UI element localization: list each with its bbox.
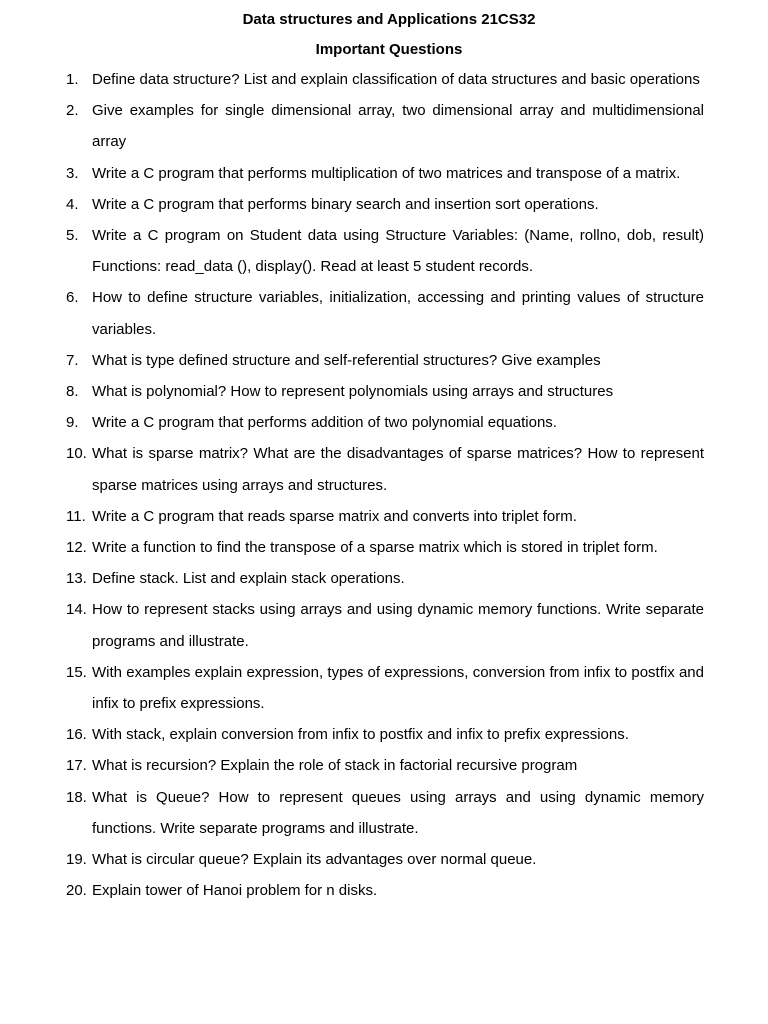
question-text: With examples explain expression, types of expressions, conversion from infix to postfix and infix to prefix expressions. <box>92 663 704 713</box>
question-item <box>66 189 704 220</box>
question-number: 5. <box>66 227 79 245</box>
question-item <box>66 95 704 157</box>
question-text: Explain tower of Hanoi problem for n disks. <box>92 882 378 900</box>
question-number: 4. <box>66 195 79 213</box>
question-item <box>66 345 704 376</box>
question-number: 7. <box>66 351 79 369</box>
question-number: 20. <box>66 882 87 900</box>
question-list <box>66 64 704 906</box>
question-item <box>66 875 704 906</box>
question-text: What is type defined structure and self-referential structures? Give examples <box>92 351 601 369</box>
question-text: What is recursion? Explain the role of stack in factorial recursive program <box>92 757 578 775</box>
question-text: What is sparse matrix? What are the disadvantages of sparse matrices? How to represent sparse matrices using arrays and structures. <box>92 445 704 494</box>
question-text: Write a C program that performs multiplication of two matrices and transpose of a matrix. <box>92 164 681 182</box>
question-text: Define stack. List and explain stack operations. <box>92 570 405 588</box>
question-text: What is Queue? How to represent queues using arrays and using dynamic memory functions. Write separate programs and illustrate. <box>92 788 704 837</box>
question-item <box>66 594 704 656</box>
question-item <box>66 501 704 532</box>
question-text: Write a C program on Student data using Structure Variables: (Name, rollno, dob, result) Functions: read_data (), display(). Read at least 5 student records. <box>92 227 704 276</box>
question-text: How to define structure variables, initialization, accessing and printing values of structure variables. <box>92 289 704 338</box>
question-item <box>66 64 704 95</box>
question-item <box>66 438 704 500</box>
question-item <box>66 407 704 438</box>
question-item <box>66 844 704 875</box>
question-number: 13. <box>66 570 87 588</box>
document-title: Data structures and Applications 21CS32 <box>242 11 536 28</box>
question-item <box>66 376 704 407</box>
question-text: Write a C program that performs binary search and insertion sort operations. <box>92 195 599 213</box>
question-number: 2. <box>66 102 79 120</box>
question-number: 15. <box>66 663 87 681</box>
question-text: With stack, explain conversion from infix to postfix and infix to prefix expressions. <box>92 726 629 744</box>
question-item <box>66 158 704 189</box>
question-number: 17. <box>66 757 87 775</box>
question-text: Write a C program that performs addition of two polynomial equations. <box>92 414 557 432</box>
question-text: Write a C program that reads sparse matrix and converts into triplet form. <box>92 507 577 525</box>
question-number: 1. <box>66 71 79 88</box>
question-item <box>66 782 704 844</box>
question-number: 9. <box>66 414 79 432</box>
question-number: 10. <box>66 445 87 463</box>
question-item <box>66 532 704 563</box>
question-item <box>66 282 704 344</box>
question-number: 6. <box>66 289 79 307</box>
question-text: What is circular queue? Explain its advantages over normal queue. <box>92 851 537 869</box>
question-item <box>66 657 704 719</box>
question-item <box>66 750 704 781</box>
question-item <box>66 719 704 750</box>
question-number: 11. <box>66 507 86 525</box>
question-number: 18. <box>66 788 87 806</box>
question-text: Give examples for single dimensional array, two dimensional array and multidimensional array <box>92 102 704 151</box>
question-text: Write a function to find the transpose of a sparse matrix which is stored in triplet form. <box>92 539 658 557</box>
question-text: Define data structure? List and explain classification of data structures and basic operations <box>92 71 700 88</box>
question-number: 3. <box>66 164 79 182</box>
question-text: What is polynomial? How to represent polynomials using arrays and structures <box>92 383 614 401</box>
question-text: How to represent stacks using arrays and using dynamic memory functions. Write separate programs and illustrate. <box>92 601 704 650</box>
document-subtitle: Important Questions <box>315 41 463 58</box>
question-number: 16. <box>66 726 87 744</box>
question-item <box>66 563 704 594</box>
question-item <box>66 220 704 282</box>
question-number: 8. <box>66 383 79 401</box>
question-number: 12. <box>66 539 87 557</box>
question-number: 19. <box>66 851 87 869</box>
question-number: 14. <box>66 601 87 619</box>
